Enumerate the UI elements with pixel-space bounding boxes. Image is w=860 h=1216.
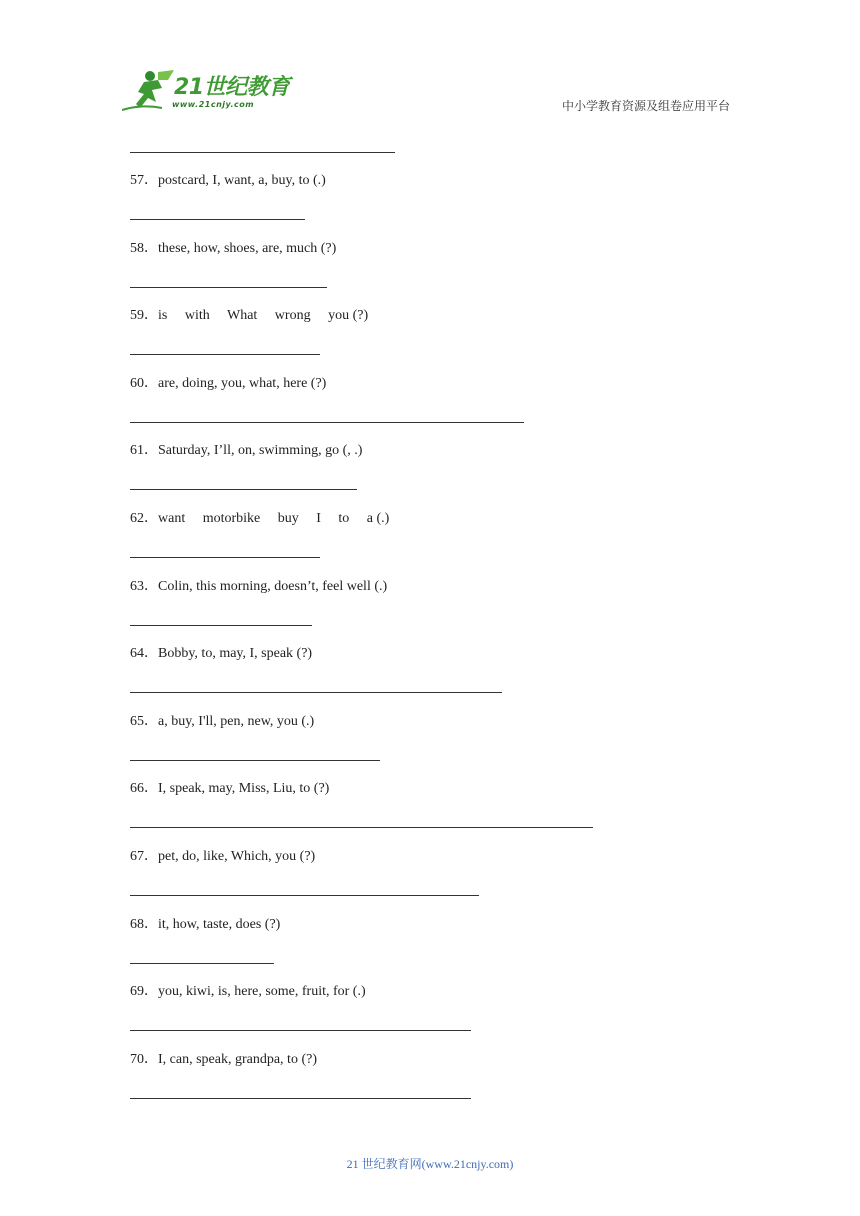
question-item	[130, 847, 730, 915]
question-number: 62．	[130, 510, 158, 526]
question-item	[130, 982, 730, 1050]
question-text	[130, 306, 368, 326]
question-item	[130, 915, 730, 983]
question-number: 58．	[130, 240, 158, 256]
answer-line[interactable]	[130, 1030, 471, 1031]
question-item	[130, 644, 730, 712]
answer-line[interactable]	[130, 489, 357, 490]
question-text	[130, 712, 314, 732]
question-text	[130, 644, 312, 664]
runner-logo-icon	[122, 68, 178, 114]
question-words: a, buy, I'll, pen, new, you (.)	[158, 713, 315, 729]
answer-line[interactable]	[130, 287, 327, 288]
question-words: postcard, I, want, a, buy, to (.)	[158, 173, 326, 188]
question-number: 61．	[130, 443, 158, 459]
question-words: these, how, shoes, are, much (?)	[158, 240, 337, 256]
question-number: 60．	[130, 375, 158, 391]
question-text	[130, 171, 326, 191]
answer-line[interactable]	[130, 827, 593, 828]
question-words: Colin, this morning, doesn’t, feel well (.)	[158, 578, 388, 594]
site-logo[interactable]	[122, 68, 292, 116]
answer-line[interactable]	[130, 692, 502, 693]
question-text	[130, 509, 389, 529]
question-text	[130, 577, 387, 597]
question-text	[130, 441, 362, 461]
question-words: pet, do, like, Which, you (?)	[158, 848, 316, 864]
logo-text: 21世纪教育	[174, 75, 290, 100]
question-item	[130, 306, 730, 374]
question-list	[130, 171, 730, 1117]
answer-line[interactable]	[130, 625, 312, 626]
question-text	[130, 847, 315, 867]
answer-line	[130, 152, 395, 153]
page-header	[0, 0, 860, 130]
question-words: you, kiwi, is, here, some, fruit, for (.)	[158, 984, 366, 1000]
question-number: 63．	[130, 578, 158, 594]
question-item	[130, 441, 730, 509]
question-text	[130, 915, 280, 935]
question-number: 64．	[130, 646, 158, 662]
question-text	[130, 239, 336, 259]
answer-line[interactable]	[130, 422, 524, 423]
question-number: 59．	[130, 308, 158, 324]
answer-line[interactable]	[130, 219, 305, 220]
question-text	[130, 779, 329, 799]
question-words: I, can, speak, grandpa, to (?)	[158, 1051, 317, 1067]
question-number: 67．	[130, 848, 158, 864]
question-words: is with What wrong you (?)	[158, 308, 369, 324]
question-words: Saturday, I’ll, on, swimming, go (, .)	[158, 443, 363, 459]
question-number: 69．	[130, 984, 158, 1000]
answer-line[interactable]	[130, 1098, 471, 1099]
answer-line[interactable]	[130, 895, 479, 896]
answer-line[interactable]	[130, 963, 274, 964]
question-text	[130, 982, 366, 1002]
question-text	[130, 374, 326, 394]
question-item	[130, 1050, 730, 1118]
page-footer[interactable]: 21 世纪教育网(www.21cnjy.com)	[346, 1157, 514, 1171]
answer-line[interactable]	[130, 557, 320, 558]
question-item	[130, 577, 730, 645]
question-item	[130, 239, 730, 307]
answer-line[interactable]	[130, 760, 380, 761]
question-words: it, how, taste, does (?)	[158, 916, 281, 932]
question-words: are, doing, you, what, here (?)	[158, 375, 327, 391]
question-number: 66．	[130, 781, 158, 797]
question-item	[130, 509, 730, 577]
question-item	[130, 779, 730, 847]
logo-url: www.21cnjy.com	[172, 100, 255, 109]
question-item	[130, 712, 730, 780]
question-item	[130, 374, 730, 442]
question-number: 65．	[130, 713, 158, 729]
site-tagline: 中小学教育资源及组卷应用平台	[561, 99, 730, 113]
question-words: Bobby, to, may, I, speak (?)	[158, 646, 313, 662]
question-words: I, speak, may, Miss, Liu, to (?)	[158, 781, 330, 797]
question-number: 68．	[130, 916, 158, 932]
question-number: 57．	[130, 173, 158, 188]
answer-line[interactable]	[130, 354, 320, 355]
question-item	[130, 171, 730, 239]
question-words: want motorbike buy I to a (.)	[158, 510, 390, 526]
question-number: 70．	[130, 1051, 158, 1067]
question-text	[130, 1050, 317, 1070]
